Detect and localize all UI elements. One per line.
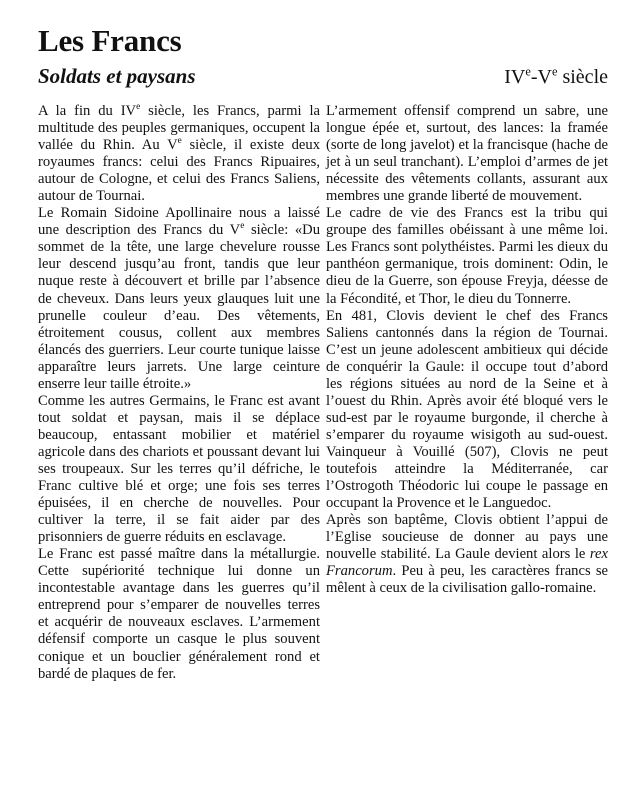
column-left bbox=[38, 103, 320, 793]
paragraph: Le Romain Sidoine Apollinaire nous a laissé une description des Francs du Ve siècle: «Du sommet de la tête, une large chevelure rousse leur descend jusqu’au front, tandis que leur nuque reste à découvert et brille par l’absence de cheveux. Dans leurs yeux glauques luit une prunelle couleur d’eau. Des vêtements, étroitement cousus, collent aux membres élancés des guerriers. Leur courte tunique laisse apparaître leurs jarrets. Une large ceinture enserre leur taille étroite.» bbox=[38, 205, 320, 392]
paragraph: Comme les autres Germains, le Franc est avant tout soldat et paysan, mais il se déplace beaucoup, entassant mobilier et matériel agricole dans des chariots et poussant devant lui ses troupeaux. Sur les terres qu’il défriche, le Franc cultive blé et orge; une fois ses terres épuisées, il en cherche de nouvelles. Pour cultiver la terre, il se fait aider par des prisonniers de guerre réduits en esclavage. bbox=[38, 392, 320, 546]
paragraph: Le cadre de vie des Francs est la tribu qui groupe des familles obéissant à une même loi. Les Francs sont polythéistes. Parmi les dieux du panthéon germanique, trois dominent: Odin, le dieu de la Guerre, son épouse Freyja, déesse de la Fécondité, et Thor, le dieu du Tonnerre. bbox=[326, 205, 608, 307]
period-ordinal-first: e bbox=[525, 64, 531, 79]
paragraph: A la fin du IVe siècle, les Francs, parmi la multitude des peuples germaniques, occupent la vallée du Rhin. Au Ve siècle, il existe deux royaumes francs: celui des Francs Ripuaires, autour de Cologne, et celui des Francs Saliens, autour de Tournai. bbox=[38, 102, 320, 205]
paragraph: L’armement offensif comprend un sabre, une longue épée et, surtout, des lances: la framée (sorte de long javelot) et la francisque (hache de jet à un seul tranchant). L’emploi d’armes de jet nécessite des vêtements collants, assurant aux membres une grande liberté de mouvement. bbox=[326, 103, 608, 205]
period-suffix: siècle bbox=[557, 66, 608, 88]
body-columns bbox=[38, 103, 608, 793]
period-ordinal-second: e bbox=[551, 64, 558, 79]
subtitle-row bbox=[38, 63, 608, 91]
period-prefix: IV bbox=[504, 66, 526, 88]
column-right bbox=[326, 103, 608, 793]
page-title: Les Francs bbox=[38, 23, 182, 58]
paragraph: Après son baptême, Clovis obtient l’appui de l’Eglise soucieuse de donner au pays une nouvelle stabilité. La Gaule devient alors le rex Francorum. Peu à peu, les caractères francs se mêlent à ceux de la civilisation gallo-romaine. bbox=[326, 512, 608, 597]
paragraph: Le Franc est passé maître dans la métallurgie. Cette supériorité technique lui donne un incontestable avantage dans les guerres qu’il entreprend pour s’emparer de nouvelles terres et acquérir de nouveaux esclaves. L’armement défensif comporte un casque le plus souvent conique et un bouclier généralement rond et bardé de plaques de fer. bbox=[38, 546, 320, 682]
page-subtitle: Soldats et paysans bbox=[38, 64, 196, 88]
paragraph: En 481, Clovis devient le chef des Francs Saliens cantonnés dans la région de Tournai. C’est un jeune adolescent ambitieux qui décide de conquérir la Gaule: il occupe tout d’abord les régions situées au nord de la Seine et à l’ouest du Rhin. Après avoir été bloqué vers le sud-est par le royaume burgonde, il cherche à s’emparer du royaume wisigoth au sud-ouest. Vainqueur à Vouillé (507), Clovis ne peut toutefois atteindre la Méditerranée, car l’Ostrogoth Théodoric lui coupe le passage en occupant la Provence et le Languedoc. bbox=[326, 307, 608, 512]
period-label bbox=[504, 64, 608, 90]
period-middle: -V bbox=[530, 66, 552, 88]
document-header bbox=[38, 24, 608, 91]
